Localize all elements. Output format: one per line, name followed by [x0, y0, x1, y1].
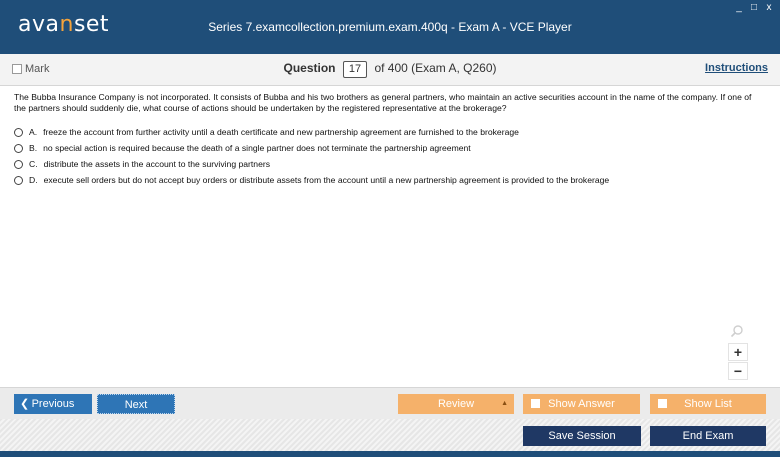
answer-options	[14, 124, 764, 188]
question-number-input[interactable]: 17	[343, 61, 367, 78]
radio-icon[interactable]	[14, 176, 23, 185]
previous-button[interactable]	[14, 394, 92, 414]
question-header	[0, 54, 780, 86]
bottom-border	[0, 451, 780, 457]
option-letter: C.	[29, 159, 38, 169]
show-list-button[interactable]	[650, 394, 766, 414]
question-text: The Bubba Insurance Company is not incorporated. It consists of Bubba and his two brothers as general partners, who maintain an active securities account in the name of the company. If one of the partners should suddenly die, what course of actions should be undertaken by the registered representative at the brokerage?	[14, 92, 752, 113]
review-button[interactable]	[398, 394, 514, 414]
radio-icon[interactable]	[14, 144, 23, 153]
review-label: Review	[437, 398, 475, 410]
app-logo: avanset	[18, 12, 110, 37]
question-label: Question	[283, 61, 336, 75]
window-title: Series 7.examcollection.premium.exam.400q - Exam A - VCE Player	[208, 20, 572, 34]
action-bar	[0, 419, 780, 451]
end-exam-button[interactable]: End Exam	[650, 426, 766, 446]
option-letter: D.	[29, 175, 38, 185]
option-c[interactable]	[14, 156, 764, 172]
triangle-up-icon: ▲	[501, 400, 508, 407]
option-b[interactable]	[14, 140, 764, 156]
close-icon[interactable]: x	[766, 2, 772, 13]
option-a[interactable]	[14, 124, 764, 140]
navigation-bar	[0, 387, 780, 419]
window-controls	[734, 3, 774, 13]
minimize-icon[interactable]: _	[736, 2, 742, 13]
show-list-label: Show List	[684, 398, 732, 410]
show-answer-label: Show Answer	[548, 398, 615, 410]
option-text: execute sell orders but do not accept buy orders or distribute assets from the account until a new partnership agreement is provided to the brokerage	[43, 175, 610, 185]
option-text: no special action is required because the death of a single partner does not terminate the partnership agreement	[43, 143, 471, 153]
previous-label: Previous	[31, 398, 75, 410]
magnifier-icon	[730, 324, 744, 338]
instructions-link[interactable]: Instructions	[705, 62, 768, 74]
question-counter	[0, 61, 780, 78]
checkbox-icon	[531, 399, 540, 408]
mark-label: Mark	[25, 63, 50, 75]
radio-icon[interactable]	[14, 160, 23, 169]
show-answer-button[interactable]	[523, 394, 640, 414]
radio-icon[interactable]	[14, 128, 23, 137]
question-of-text: of 400 (Exam A, Q260)	[374, 61, 497, 75]
save-session-button[interactable]: Save Session	[523, 426, 641, 446]
checkbox-icon	[658, 399, 667, 408]
option-letter: A.	[29, 127, 38, 137]
chevron-left-icon: ❮	[20, 398, 30, 410]
zoom-in-button[interactable]: +	[728, 343, 748, 361]
option-text: distribute the assets in the account to the surviving partners	[43, 159, 271, 169]
option-letter: B.	[29, 143, 38, 153]
option-text: freeze the account from further activity until a death certificate and new partnership agreement are furnished to the brokerage	[43, 127, 519, 137]
maximize-icon[interactable]: □	[750, 2, 758, 13]
next-button[interactable]: Next	[97, 394, 175, 414]
title-bar	[0, 0, 780, 54]
zoom-out-button[interactable]: −	[728, 362, 748, 380]
option-d[interactable]	[14, 172, 764, 188]
